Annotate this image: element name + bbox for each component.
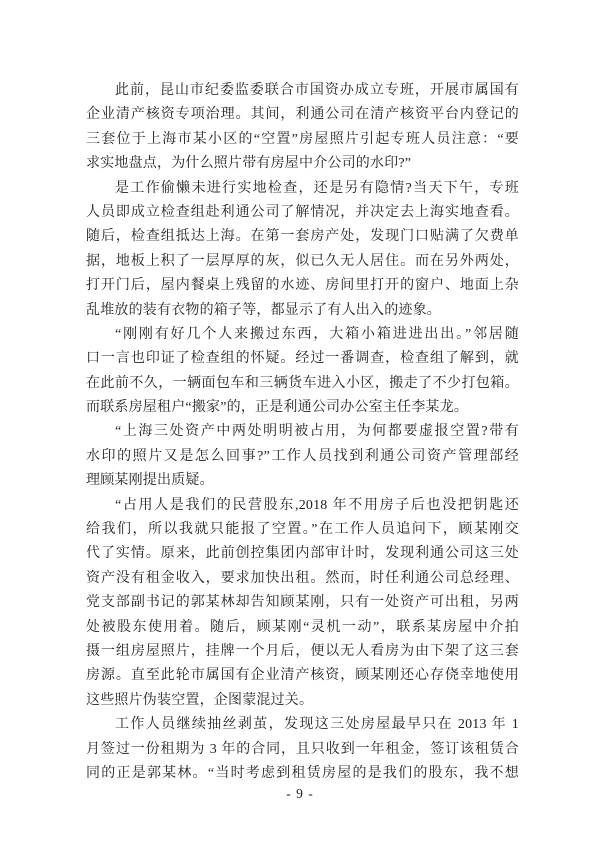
text-line: “刚刚有好几个人来搬过东西，大箱小箱进进出出。”邻居随 [115, 326, 519, 342]
text-line: 月签过一份租期为 3 年的合同，且只收到一年租金，签订该租赁合 [86, 741, 519, 757]
text-line: 求实地盘点，为什么照片带有房屋中介公司的水印?” [86, 156, 412, 172]
text-line: 三套位于上海市某小区的“空置”房屋照片引起专班人员注意：“要 [86, 131, 519, 147]
text-line: “上海三处资产中两处明明被占用，为何都要虚报空置?带有 [115, 424, 519, 440]
text-line: 是工作偷懒未进行实地检查，还是另有隐情?当天下午，专班 [115, 180, 519, 196]
text-line: 工作人员继续抽丝剥茧，发现这三处房屋最早只在 2013 年 1 [115, 717, 519, 733]
text-line: 同的正是郭某林。“当时考虑到租赁房屋的是我们的股东，我不想 [86, 765, 519, 781]
paragraph [86, 177, 519, 323]
text-line: 党支部副书记的郭某林却告知顾某刚，只有一处资产可出租，另两 [86, 595, 519, 611]
text-line: 此前，昆山市纪委监委联合市国资办成立专班，开展市属国有 [115, 83, 519, 98]
text-line: 理顾某刚提出质疑。 [86, 473, 214, 489]
text-line: 据，地板上积了一层厚厚的灰，似已久无人居住。而在另外两处， [86, 253, 519, 269]
paragraph [86, 323, 519, 421]
text-line: 房源。直至此轮市属国有企业清产核资，顾某刚还心存侥幸地使用 [86, 668, 519, 684]
text-line: 乱堆放的装有衣物的箱子等，都显示了有人出入的迹象。 [86, 302, 441, 318]
paragraph [86, 494, 519, 714]
text-line: 而联系房屋租户“搬家”的，正是利通公司办公室主任李某龙。 [86, 400, 469, 416]
text-line: 摄一组房屋照片，挂牌一个月后，便以无人看房为由下架了这三套 [86, 643, 519, 659]
text-line: “占用人是我们的民营股东,2018 年不用房子后也没把钥匙还 [115, 497, 519, 513]
document-body [86, 79, 519, 786]
text-line: 水印的照片又是怎么回事?”工作人员找到利通公司资产管理部经 [86, 448, 519, 464]
paragraph [86, 713, 519, 786]
page-number: - 9 - [286, 786, 314, 801]
text-line: 资产没有租金收入，要求加快出租。然而，时任利通公司总经理、 [86, 570, 519, 586]
text-line: 给我们，所以我就只能报了空置。”在工作人员追问下，顾某刚交 [86, 522, 519, 538]
text-line: 随后，检查组抵达上海。在第一套房产处，发现门口贴满了欠费单 [86, 229, 519, 245]
text-line: 代了实情。原来，此前创控集团内部审计时，发现利通公司这三处 [86, 546, 519, 562]
text-line: 在此前不久，一辆面包车和三辆货车进入小区，搬走了不少打包箱。 [86, 375, 519, 391]
text-line: 这些照片伪装空置，企图蒙混过关。 [86, 692, 314, 708]
paragraph [86, 420, 519, 493]
text-line: 口一言也印证了检查组的怀疑。经过一番调查，检查组了解到，就 [86, 351, 519, 367]
text-line: 企业清产核资专项治理。其间，利通公司在清产核资平台内登记的 [86, 107, 519, 123]
text-line: 人员即成立检查组赴利通公司了解情况，并决定去上海实地查看。 [86, 204, 519, 220]
text-line: 打开门后，屋内餐桌上残留的水迹、房间里打开的窗户、地面上杂 [86, 278, 519, 294]
paragraph [86, 79, 519, 177]
text-line: 处被股东使用着。随后，顾某刚“灵机一动”，联系某房屋中介拍 [86, 619, 519, 635]
